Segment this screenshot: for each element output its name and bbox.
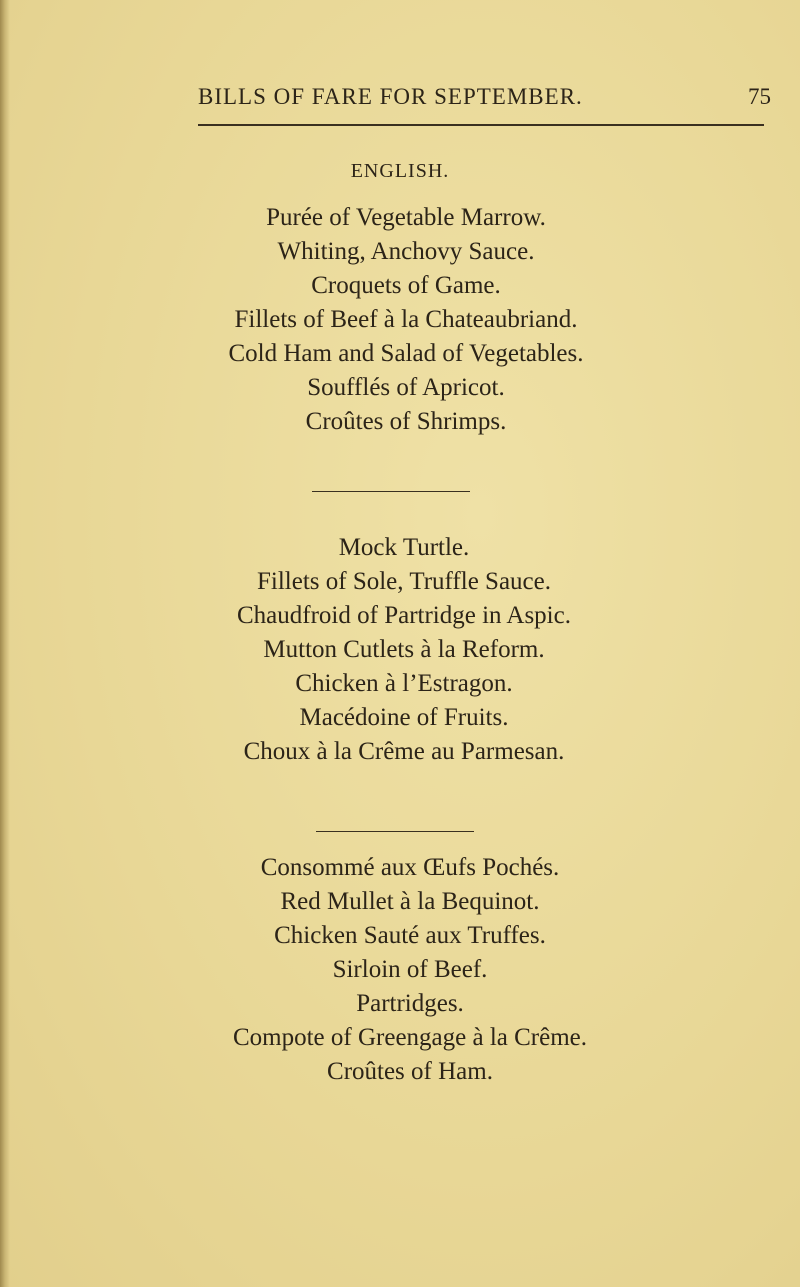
menu-item: Chaudfroid of Partridge in Aspic. xyxy=(237,602,571,629)
menu-item: Consommé aux Œufs Pochés. xyxy=(260,854,560,881)
header-rule xyxy=(198,124,764,126)
menu-item: Macédoine of Fruits. xyxy=(299,704,509,731)
menu-divider xyxy=(316,831,474,832)
menu-1 xyxy=(6,201,800,439)
running-head: BILLS OF FARE FOR SEPTEMBER. xyxy=(198,84,583,109)
menu-item: Cold Ham and Salad of Vegetables. xyxy=(228,340,584,367)
menu-divider xyxy=(312,491,470,492)
menu-item: Fillets of Beef à la Chateaubriand. xyxy=(234,306,578,333)
menu-item: Soufflés of Apricot. xyxy=(307,374,505,401)
menu-item: Chicken à l’Estragon. xyxy=(295,670,513,697)
menu-item: Compote of Greengage à la Crême. xyxy=(232,1024,588,1051)
menu-item: Mock Turtle. xyxy=(338,534,470,561)
menu-item: Fillets of Sole, Truffle Sauce. xyxy=(257,568,551,595)
menu-item: Croquets of Game. xyxy=(311,272,501,299)
menu-item: Red Mullet à la Bequinot. xyxy=(280,888,540,915)
menu-item: Mutton Cutlets à la Reform. xyxy=(263,636,545,663)
section-title: ENGLISH. xyxy=(350,160,450,182)
menu-item: Whiting, Anchovy Sauce. xyxy=(277,238,535,265)
menu-item: Partridges. xyxy=(356,990,464,1017)
menu-item: Choux à la Crême au Parmesan. xyxy=(243,738,565,765)
menu-item: Chicken Sauté aux Truffes. xyxy=(274,922,546,949)
menu-item: Sirloin of Beef. xyxy=(332,956,488,983)
page-number: 75 xyxy=(748,84,771,109)
menu-item: Croûtes of Ham. xyxy=(327,1058,493,1085)
menu-3 xyxy=(10,851,800,1089)
menu-2 xyxy=(4,531,800,769)
menu-item: Croûtes of Shrimps. xyxy=(305,408,507,435)
menu-item: Purée of Vegetable Marrow. xyxy=(266,204,546,231)
